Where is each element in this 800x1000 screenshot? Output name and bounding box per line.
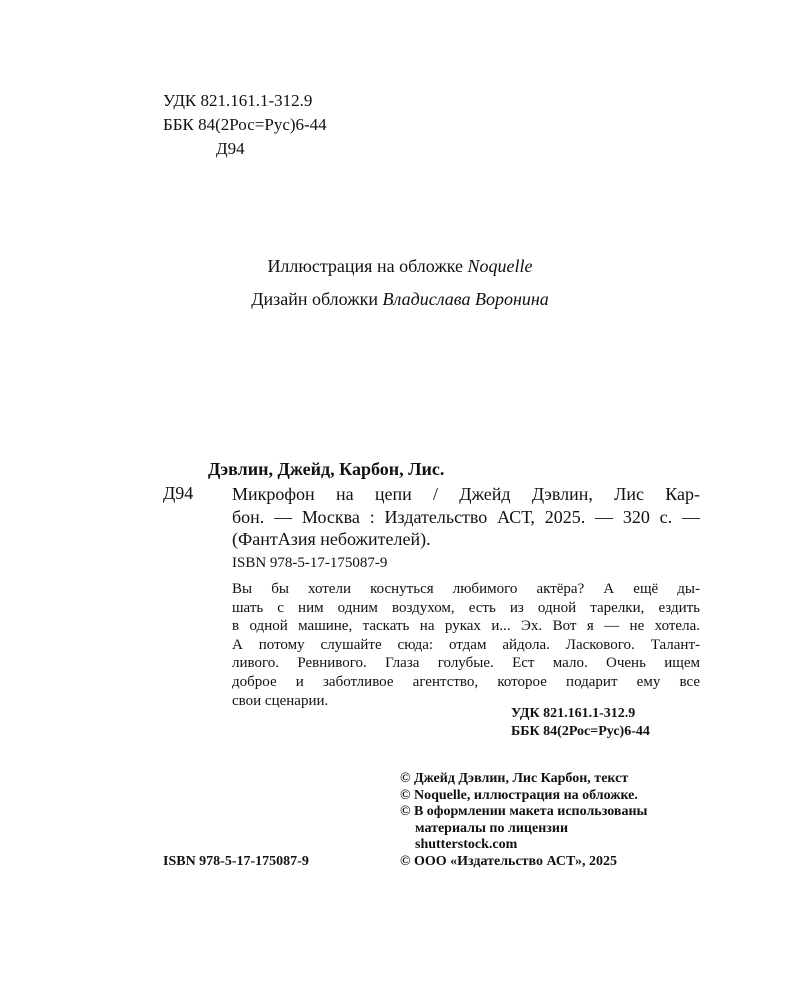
copyright-line: © ООО «Издательство АСТ», 2025 <box>400 853 618 869</box>
annotation <box>232 580 700 710</box>
annotation-line: шать с ним одним воздухом, есть из одной тарелки, ездить <box>232 599 700 616</box>
footer-isbn: ISBN 978-5-17-175087-9 <box>163 854 309 869</box>
annotation-line: доброе и заботливое агентство, которое подарит ему все <box>232 673 700 690</box>
illustration-credit <box>0 256 800 277</box>
record-description <box>232 483 700 551</box>
designer-name: Владислава Воронина <box>382 289 549 309</box>
copyright-line: материалы по лицензии <box>415 820 569 836</box>
description-line: Микрофон на цепи / Джейд Дэвлин, Лис Кар- <box>232 484 700 504</box>
copyright-line: © В оформлении макета использованы <box>400 804 648 819</box>
udk-code-top: УДК 821.161.1-312.9 <box>163 91 313 110</box>
annotation-line: ливого. Ревнивого. Глаза голубые. Ест мало. Очень ищем <box>232 655 700 672</box>
copyright-block <box>400 771 710 870</box>
description-line: бон. — Москва : Издательство АСТ, 2025. — 320 с. — <box>232 506 700 527</box>
udk-code-record: УДК 821.161.1-312.9 <box>511 706 636 721</box>
annotation-line: в одной машине, таскать на руках и... Эх. Вот я — не хотела. <box>232 618 700 635</box>
bbk-code-top: ББК 84(2Рос=Рус)6-44 <box>163 115 327 134</box>
illustration-credit-prefix: Иллюстрация на обложке <box>267 256 468 276</box>
design-credit-prefix: Дизайн обложки <box>251 289 383 309</box>
copyright-line: shutterstock.com <box>415 837 518 852</box>
copyright-line: © Noquelle, иллюстрация на обложке. <box>400 787 638 803</box>
copyright-line: © Джейд Дэвлин, Лис Карбон, текст <box>400 771 629 786</box>
design-credit <box>0 289 800 310</box>
illustrator-name: Noquelle <box>467 256 533 276</box>
record-mark: Д94 <box>163 483 194 503</box>
annotation-line: Вы бы хотели коснуться любимого актёра? А ещё ды- <box>232 581 700 597</box>
description-line: (ФантАзия небожителей). <box>232 529 431 549</box>
annotation-line: свои сценарии. <box>232 692 329 709</box>
annotation-line: А потому слушайте сюда: отдам айдола. Ласкового. Талант- <box>232 636 700 653</box>
author-mark-top: Д94 <box>216 139 245 158</box>
bbk-code-record: ББК 84(2Рос=Рус)6-44 <box>511 724 650 739</box>
record-isbn: ISBN 978-5-17-175087-9 <box>232 555 388 571</box>
record-heading: Дэвлин, Джейд, Карбон, Лис. <box>208 459 445 479</box>
